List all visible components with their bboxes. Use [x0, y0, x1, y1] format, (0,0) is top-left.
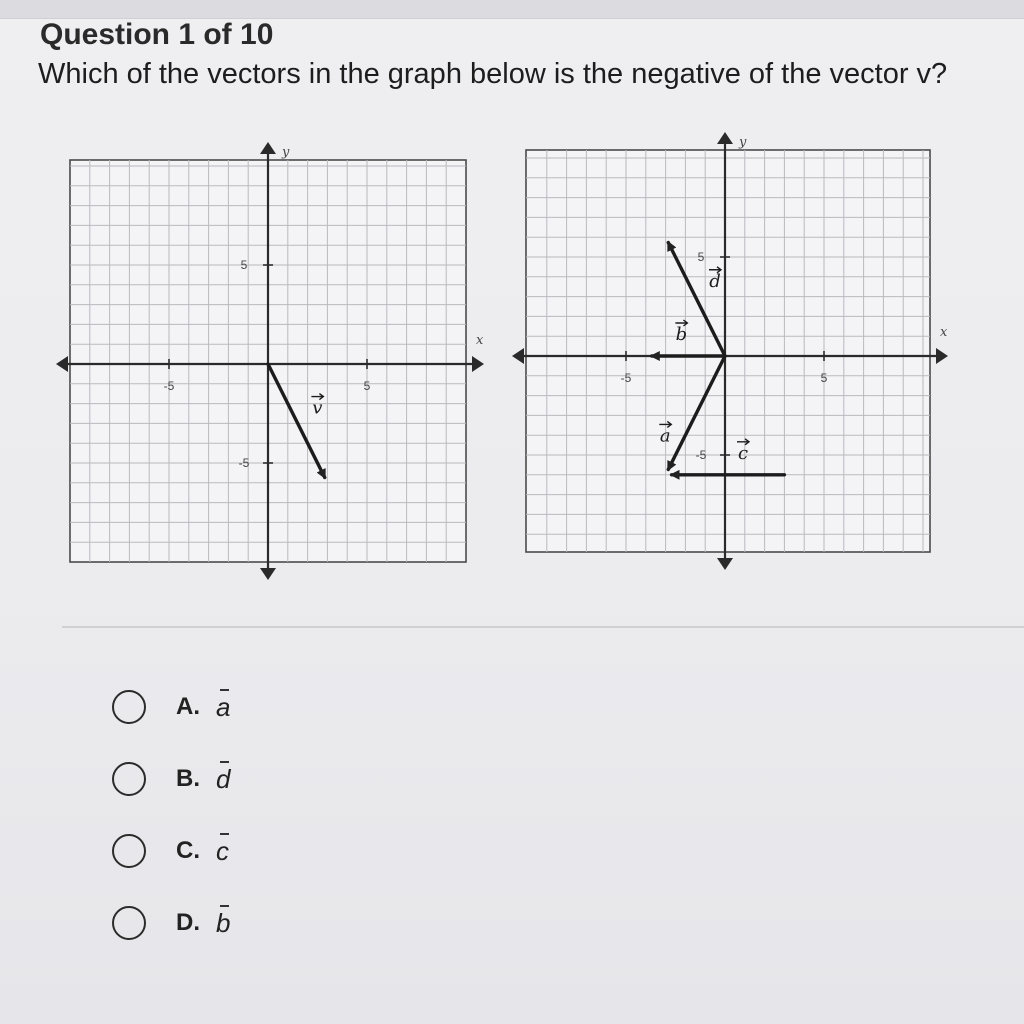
- x-tick-label-neg: -5: [163, 379, 175, 393]
- y-axis-arrow-up: [260, 142, 276, 154]
- choice-b-letter: B.: [176, 765, 200, 792]
- x-axis-arrow-left: [56, 356, 68, 372]
- choice-a-vector: a: [216, 691, 231, 722]
- choice-d-vector: b: [216, 907, 231, 938]
- vector-label-d: d: [709, 270, 721, 292]
- y-tick-label-neg: -5: [238, 456, 250, 470]
- x-tick-label-pos: 5: [820, 371, 828, 385]
- y-tick-label-pos: 5: [697, 250, 705, 264]
- choice-c-letter: C.: [176, 837, 200, 864]
- x-axis-label: x: [476, 333, 484, 348]
- x-tick-label-pos: 5: [363, 379, 371, 393]
- vector-label-a: a: [659, 425, 671, 447]
- y-axis-arrow-down: [260, 568, 276, 580]
- choice-c-vector: c: [216, 835, 229, 866]
- graph-right: [512, 132, 948, 570]
- question-number: Question 1 of 10: [40, 18, 274, 51]
- choice-d[interactable]: [112, 898, 230, 948]
- x-axis-arrow-left: [512, 348, 524, 364]
- y-axis-label: y: [282, 145, 290, 160]
- x-axis-arrow-right: [936, 348, 948, 364]
- y-axis-label: y: [739, 135, 747, 150]
- graph-left: [56, 142, 484, 580]
- y-axis-arrow-down: [717, 558, 733, 570]
- x-tick-label-neg: -5: [620, 371, 632, 385]
- choice-c[interactable]: [112, 826, 229, 876]
- x-axis-label: x: [940, 325, 948, 340]
- radio-b[interactable]: [112, 762, 146, 796]
- choice-b[interactable]: [112, 754, 230, 804]
- choice-d-letter: D.: [176, 909, 200, 936]
- divider: [62, 626, 1024, 628]
- x-axis-arrow-right: [472, 356, 484, 372]
- radio-d[interactable]: [112, 906, 146, 940]
- radio-a[interactable]: [112, 690, 146, 724]
- y-axis-arrow-up: [717, 132, 733, 144]
- choice-a[interactable]: [112, 682, 230, 732]
- y-tick-label-neg: -5: [695, 448, 707, 462]
- radio-c[interactable]: [112, 834, 146, 868]
- vector-label-b: b: [675, 324, 688, 345]
- question-text: Which of the vectors in the graph below is the negative of the vector v?: [38, 58, 948, 90]
- choice-a-letter: A.: [176, 693, 200, 720]
- choice-b-vector: d: [216, 763, 231, 794]
- vector-label-c: c: [737, 442, 749, 464]
- vector-label-v: v: [312, 397, 323, 419]
- y-tick-label-pos: 5: [240, 258, 248, 272]
